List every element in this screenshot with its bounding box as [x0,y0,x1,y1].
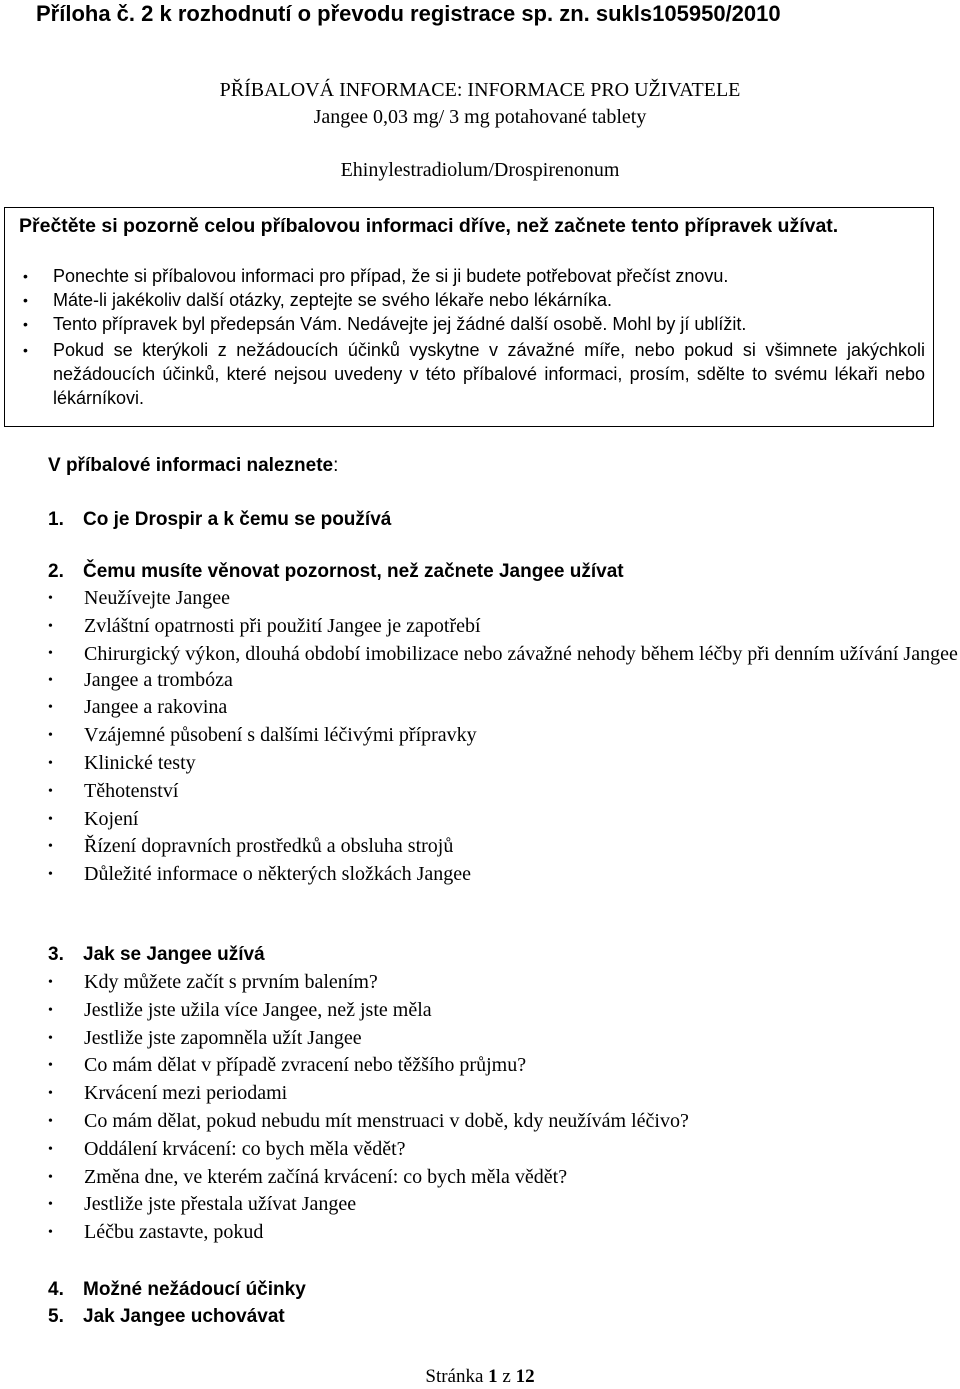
list-item: • Kdy můžete začít s prvním balením? [0,969,960,997]
bullet-icon: • [48,728,53,744]
bullet-icon: • [23,292,28,308]
list-item: • Chirurgický výkon, dlouhá období imobilizace nebo závažné nehody během léčby při denním užívání Jangee [48,642,958,665]
leaflet-title: PŘÍBALOVÁ INFORMACE: INFORMACE PRO UŽIVATELE [219,79,741,101]
bullet-icon: • [48,700,53,716]
list-item: • Neužívejte Jangee [0,585,960,613]
product-name: Jangee 0,03 mg/ 3 mg potahované tablety [313,106,647,128]
list-item: • Důležité informace o některých složkách Jangee [0,861,960,889]
bullet-icon: • [48,618,53,634]
list-item: • Zvláštní opatrnosti při použití Jangee je zapotřebí [0,613,960,641]
list-item: • Co mám dělat, pokud nebudu mít menstruaci v době, kdy neužívám léčivo? [0,1108,960,1136]
notice-item: • Pokud se kterýkoli z nežádoucích účinků vyskytne v závažné míře, nebo pokud si všimnete jakýchkoli nežádoucích účinků, které nejsou uvedeny v této příbalové informaci, prosím, sdělte to svému lékaři nebo lékárníkovi. [23,340,925,408]
page-total: 12 [515,1366,535,1387]
bullet-icon: • [48,645,53,661]
bullet-icon: • [48,811,53,827]
contents-heading: V příbalové informaci naleznete: [48,455,339,476]
bullet-icon: • [23,268,28,284]
bullet-icon: • [48,1169,53,1185]
notice-item: • Ponechte si příbalovou informaci pro případ, že si ji budete potřebovat přečíst znovu. [23,266,729,286]
list-item: • Vzájemné působení s dalšími léčivými přípravky [0,722,960,750]
section-5-heading: 5. Jak Jangee uchovávat [48,1306,285,1327]
bullet-icon: • [48,755,53,771]
list-item: • Jestliže jste přestala užívat Jangee [0,1191,960,1219]
list-item: • Řízení dopravních prostředků a obsluha strojů [0,833,960,861]
list-item: • Co mám dělat v případě zvracení nebo těžšího průjmu? [0,1052,960,1080]
list-item: • Léčbu zastavte, pokud [0,1219,960,1247]
active-substances: Ehinylestradiolum/Drospirenonum [340,159,620,181]
list-item: • Jangee a rakovina [0,694,960,722]
notice-list [5,264,935,410]
list-item: • Krvácení mezi periodami [0,1080,960,1108]
section-3-heading: 3. Jak se Jangee užívá [48,944,265,965]
bullet-icon: • [48,783,53,799]
bullet-icon: • [48,591,53,606]
bullet-icon: • [48,839,53,855]
list-item: • Jangee a trombóza [0,667,960,695]
list-item: • Jestliže jste zapomněla užít Jangee [0,1025,960,1053]
bullet-icon: • [48,1113,53,1129]
bullet-icon: • [48,1141,53,1157]
list-item: • Těhotenství [0,778,960,806]
notice-box [4,207,934,427]
section-4-heading: 4. Možné nežádoucí účinky [48,1279,306,1300]
list-item: • Klinické testy [0,750,960,778]
section-2-heading: 2. Čemu musíte věnovat pozornost, než začnete Jangee užívat [48,561,624,582]
notice-item: • Tento přípravek byl předepsán Vám. Nedávejte jej žádné další osobě. Mohl by jí ublížit. [23,314,747,334]
bullet-icon: • [48,672,53,688]
bullet-icon: • [48,1225,53,1241]
bullet-icon: • [48,1058,53,1074]
bullet-icon: • [48,867,53,883]
notice-box-title: Přečtěte si pozorně celou příbalovou informaci dříve, než začnete tento přípravek užívat. [19,215,839,237]
bullet-icon: • [48,1030,53,1046]
bullet-icon: • [48,975,53,990]
page-number: 1 [488,1366,498,1387]
bullet-icon: • [48,1086,53,1102]
section-1-heading: 1. Co je Drospir a k čemu se používá [48,509,392,530]
section-2-list [0,585,960,889]
notice-item: • Máte-li jakékoliv další otázky, zeptejte se svého lékaře nebo lékárníka. [23,290,612,310]
bullet-icon: • [48,1002,53,1018]
list-item: • Kojení [0,806,960,834]
document-header: Příloha č. 2 k rozhodnutí o převodu registrace sp. zn. sukls105950/2010 [36,1,781,26]
list-item: • Oddálení krvácení: co bych měla vědět? [0,1136,960,1164]
page-footer: Stránka 1 z 12 [425,1366,535,1387]
list-item: • Změna dne, ve kterém začíná krvácení: co bych měla vědět? [0,1164,960,1192]
list-item: • Jestliže jste užila více Jangee, než jste měla [0,997,960,1025]
bullet-icon: • [23,316,28,332]
bullet-icon: • [23,342,28,358]
bullet-icon: • [48,1197,53,1213]
section-3-list [0,969,960,1247]
